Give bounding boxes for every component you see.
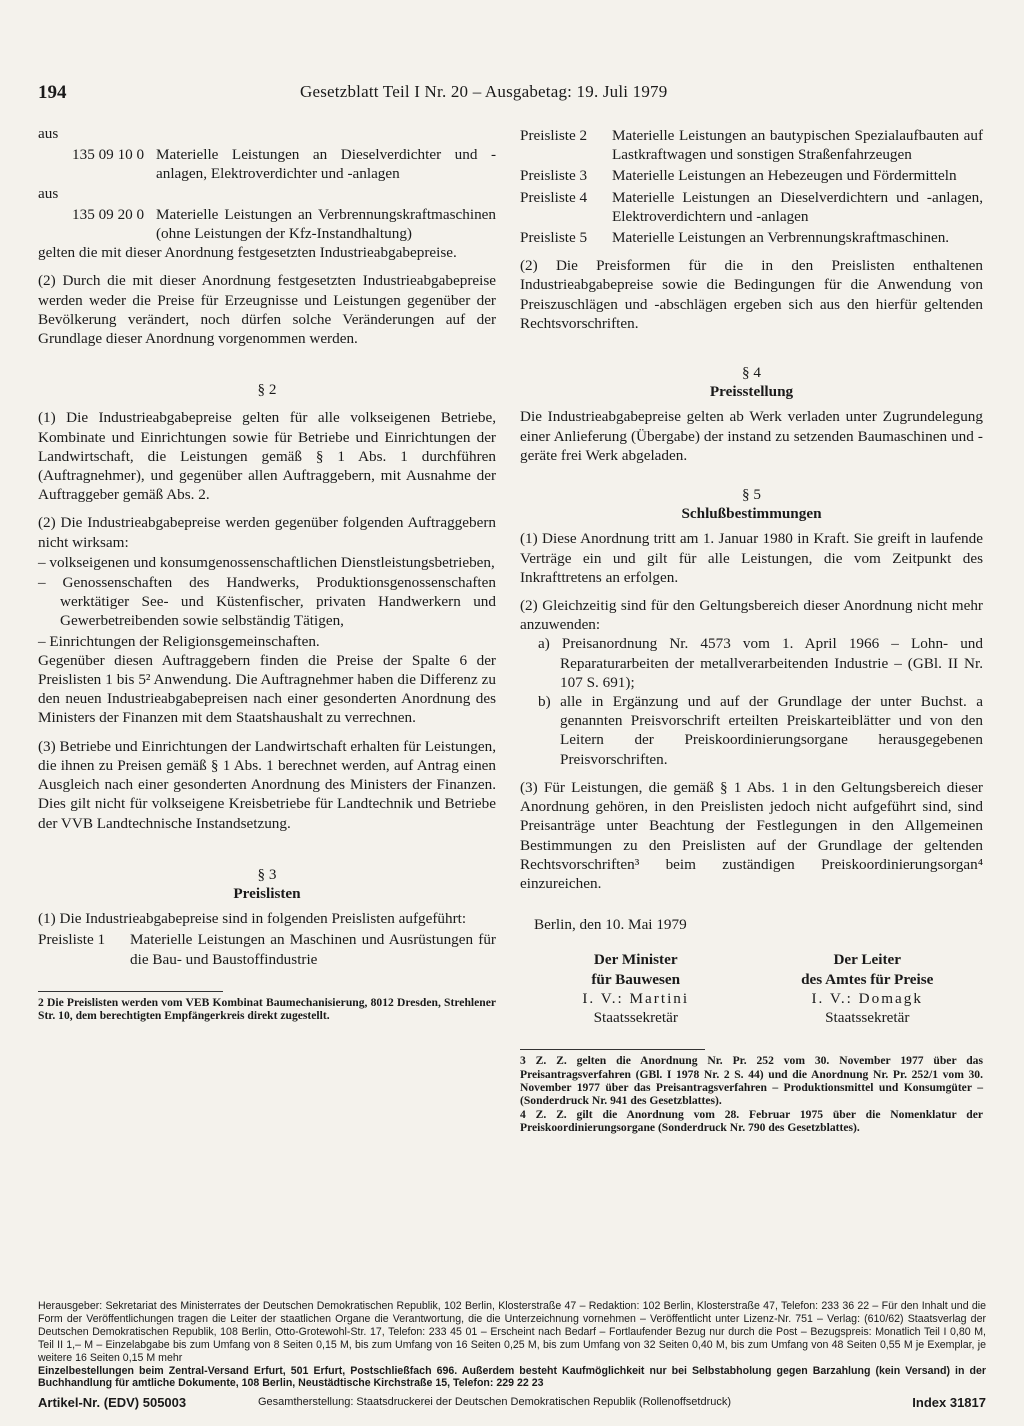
index-number: Index 31817 — [912, 1395, 986, 1410]
page-number: 194 — [38, 82, 67, 103]
bottom-bar — [38, 1395, 986, 1413]
article-number: Artikel-Nr. (EDV) 505003 — [38, 1395, 187, 1410]
footnote: 4 Z. Z. gilt die Anordnung vom 28. Februar 1975 über die Nomenklatur der Preiskoordinierungsorgane (Sonderdruck Nr. 790 des Gesetzblattes). — [520, 1107, 983, 1135]
section-heading: Preislisten — [233, 884, 301, 902]
list-item: b) alle in Ergänzung und auf der Grundlage der unter Buchst. a genannten Preisvorschrift erteilten Preiskarteiblätter und von den Leitern der Preiskoordinierungsorgane herausgegebenen Preisvorschriften. — [538, 693, 983, 768]
imprint — [38, 1300, 986, 1390]
price-list-item — [520, 228, 983, 247]
left-column — [38, 124, 496, 1023]
signer-title: Der Leiter — [833, 951, 902, 969]
right-column — [520, 124, 983, 1135]
paragraph: (3) Für Leistungen, die gemäß § 1 Abs. 1 in den Geltungsbereich dieser Anordnung gehören, in den Preislisten jedoch nicht aufgeführt sind, sind Preisanträge unter Beachtung der Festlegungen in den Allgemeinen Bestimmungen zu den Preislisten auf der Grundlage der geltenden Rechtsvorschriften³ beim zuständigen Preiskoordinierungsorgan⁴ einzureichen. — [520, 778, 983, 892]
signer-office: für Bauwesen — [591, 970, 681, 988]
signer-role: Staatssekretär — [825, 1008, 910, 1026]
signatures — [520, 950, 983, 1027]
paragraph: (1) Die Industrieabgabepreise sind in folgenden Preislisten aufgeführt: — [38, 910, 467, 928]
signer-office: des Amtes für Preise — [801, 970, 934, 988]
list-item: – Einrichtungen der Religionsgemeinschaften. — [38, 632, 320, 650]
footnote-rule — [520, 1049, 705, 1050]
paragraph: (3) Betriebe und Einrichtungen der Landwirtschaft erhalten für Leistungen, die ihnen zu Preisen gemäß § 1 Abs. 1 berechnet werden, auf Antrag einen Ausgleich nach einer gesonderten Anordnung des Ministers der Finanzen. Dies gilt nicht für volkseigene Kreisbetriebe für Landtechnik und Betriebe der VVB Landtechnische Instandsetzung. — [38, 737, 496, 832]
paragraph: (1) Diese Anordnung tritt am 1. Januar 1980 in Kraft. Sie greift in laufende Verträge ein und gilt für alle Leistungen, die vom Zeitpunkt des Inkrafttretens an erfolgen. — [520, 530, 983, 586]
signer-role: Staatssekretär — [593, 1008, 678, 1026]
code-item — [38, 205, 496, 243]
price-list-text: Materielle Leistungen an bautypischen Spezialaufbauten auf Lastkraftwagen und sonstigen Straßenfahrzeugen — [612, 127, 983, 164]
paragraph: Gegenüber diesen Auftraggebern finden die Preise der Spalte 6 der Preislisten 1 bis 5² Anwendung. Die Auftragnehmer haben die Differenz zu den neuen Industrieabgabepreisen nach einer gesonderten Anordnung des Ministers der Finanzen mit dem Staatshaushalt zu verrechnen. — [38, 651, 496, 727]
section-number: § 4 — [742, 364, 761, 382]
signer-name: I. V.: Martini — [582, 989, 690, 1007]
price-list-text: Materielle Leistungen an Maschinen und Ausrüstungen für die Bau- und Baustoffindustrie — [130, 931, 496, 968]
paragraph: gelten die mit dieser Anordnung festgesetzten Industrieabgabepreise. — [38, 244, 457, 262]
section-number: § 2 — [257, 381, 277, 399]
page-header — [38, 80, 988, 104]
paragraph: Die Industrieabgabepreise gelten ab Werk verladen unter Zugrundelegung einer Anlieferung (Übergabe) der instand zu setzenden Baumaschinen und -geräte frei Werk abgeladen. — [520, 408, 983, 464]
gazette-title: Gesetzblatt Teil I Nr. 20 – Ausgabetag: 19. Juli 1979 — [300, 82, 668, 101]
signer-title: Der Minister — [593, 951, 678, 969]
paragraph: (2) Gleichzeitig sind für den Geltungsbereich dieser Anordnung nicht mehr anzuwenden: — [520, 597, 983, 634]
item-code: 135 09 10 0 — [72, 146, 145, 164]
section-heading: Schlußbestimmungen — [681, 505, 822, 523]
price-list-text: Materielle Leistungen an Hebezeugen und Fördermitteln — [612, 167, 957, 185]
list-item: – Genossenschaften des Handwerks, Produktionsgenossenschaften werktätiger See- und Küstenfischer, privaten Handwerkern und Gewerbetreibenden sowie selbständig Tätigen, — [38, 574, 496, 630]
aus-label: aus — [38, 125, 59, 142]
paragraph: (2) Die Preisformen für die in den Preislisten enthaltenen Industrieabgabepreise sowie die Bedingungen für die Anwendung von Preiszuschlägen und -abschlägen ergeben sich aus den hierfür geltenden Rechtsvorschriften. — [520, 257, 983, 332]
price-list-label: Preisliste 1 — [38, 931, 106, 949]
item-text: Materielle Leistungen an Dieselverdichter und -anlagen, Elektroverdichter und -anlagen — [156, 146, 496, 183]
section-heading: Preisstellung — [709, 383, 794, 401]
paragraph: (2) Durch die mit dieser Anordnung festgesetzten Industrieabgabepreise werden weder die Preise für Erzeugnisse und Leistungen gegenüber der Bevölkerung verändert, noch dürfen solche Veränderungen auf der Grundlage dieser Anordnung vorgenommen werden. — [38, 272, 496, 348]
paragraph: (1) Die Industrieabgabepreise gelten für alle volkseigenen Betriebe, Kombinate und Einrichtungen sowie für Betriebe und Einrichtungen der Landwirtschaft, die Leistungen gemäß § 1 Abs. 1 durchführen (Auftragnehmer), und gegenüber allen Auftraggebern, mit Ausnahme der Auftraggeber gemäß Abs. 2. — [38, 409, 496, 504]
printer-info: Gesamtherstellung: Staatsdruckerei der Deutschen Demokratischen Republik (Rollenoffsetdruck) — [258, 1396, 732, 1408]
imprint-order-info: Einzelbestellungen beim Zentral-Versand Erfurt, 501 Erfurt, Postschließfach 696. Außerdem besteht Kaufmöglichkeit nur bei Selbstabholung gegen Barzahlung (kein Versand) in der Buchhandlung für amtliche Dokumente, 108 Berlin, Neustädtische Kirchstraße 15, Telefon: 229 22 23 — [38, 1364, 986, 1390]
price-list-item — [520, 126, 983, 164]
price-list-label: Preisliste 4 — [520, 188, 588, 206]
price-list-item — [520, 188, 983, 226]
price-list-text: Materielle Leistungen an Dieselverdichtern und -anlagen, Elektroverdichtern und -anlagen — [612, 188, 983, 225]
signature-block — [536, 950, 736, 1027]
price-list-text: Materielle Leistungen an Verbrennungskraftmaschinen. — [612, 229, 950, 247]
item-text: Materielle Leistungen an Verbrennungskraftmaschinen (ohne Leistungen der Kfz-Instandhaltung) — [156, 205, 496, 243]
price-list-label: Preisliste 5 — [520, 229, 588, 247]
price-list-item — [520, 166, 983, 185]
item-code: 135 09 20 0 — [72, 205, 145, 223]
signature-block — [767, 950, 967, 1027]
section-number: § 5 — [742, 486, 761, 504]
footnote: 3 Z. Z. gelten die Anordnung Nr. Pr. 252 vom 30. November 1977 über das Preisantragsverfahren (GBl. I 1978 Nr. 2 S. 44) und die Anordnung Nr. Pr. 252/1 vom 30. November 1977 über das Preisantragsverfahren – Produktionsmittel und Konsumgüter – (Sonderdruck Nr. 941 des Gesetzblattes). — [520, 1054, 983, 1108]
section-number: § 3 — [257, 865, 277, 883]
paragraph: (2) Die Industrieabgabepreise werden gegenüber folgenden Auftraggebern nicht wirksam: — [38, 514, 496, 551]
list-item: a) Preisanordnung Nr. 4573 vom 1. April 1966 – Lohn- und Reparaturarbeiten der metallverarbeitenden Industrie – (GBl. II Nr. 107 S. 691); — [538, 635, 983, 691]
price-list-label: Preisliste 2 — [520, 127, 588, 144]
signing-date: Berlin, den 10. Mai 1979 — [534, 916, 687, 934]
footnote: 2 Die Preislisten werden vom VEB Kombinat Baumechanisierung, 8012 Dresden, Strehlener Str. 10, dem berechtigten Empfängerkreis direkt zugestellt. — [38, 995, 496, 1023]
price-list-label: Preisliste 3 — [520, 167, 588, 185]
list-item: – volkseigenen und konsumgenossenschaftlichen Dienstleistungsbetrieben, — [38, 553, 495, 571]
imprint-text: Herausgeber: Sekretariat des Ministerrates der Deutschen Demokratischen Republik, 102 Berlin, Klosterstraße 47 – Redaktion: 102 Berlin, Klosterstraße 47, Telefon: 233 36 22 – Für den Inhalt und die Form der Veröffentlichungen tragen die Leiter der staatlichen Organe die Verantwortung, die die Unterzeichnung vornehmen – Veröffentlicht unter Lizenz-Nr. 751 – Verlag: (610/62) Staatsverlag der Deutschen Demokratischen Republik, 108 Berlin, Otto-Grotewohl-Str. 17, Telefon: 233 45 01 – Erscheint nach Bedarf – Fortlaufender Bezug nur durch die Post – Bezugspreis: Monatlich Teil I 0,80 M, Teil II 1,– M – Einzelabgabe bis zum Umfang von 8 Seiten 0,15 M, bis zum Umfang von 16 Seiten 0,25 M, bis zum Umfang von 32 Seiten 0,40 M, bis zum Umfang von 48 Seiten 0,55 M je Exemplar, je weitere 16 Seiten 0,15 M mehr — [38, 1300, 986, 1364]
aus-label: aus — [38, 184, 59, 202]
footnote-rule — [38, 991, 223, 992]
signer-name: I. V.: Domagk — [811, 989, 923, 1007]
code-item — [38, 145, 496, 183]
price-list-item — [38, 930, 496, 968]
